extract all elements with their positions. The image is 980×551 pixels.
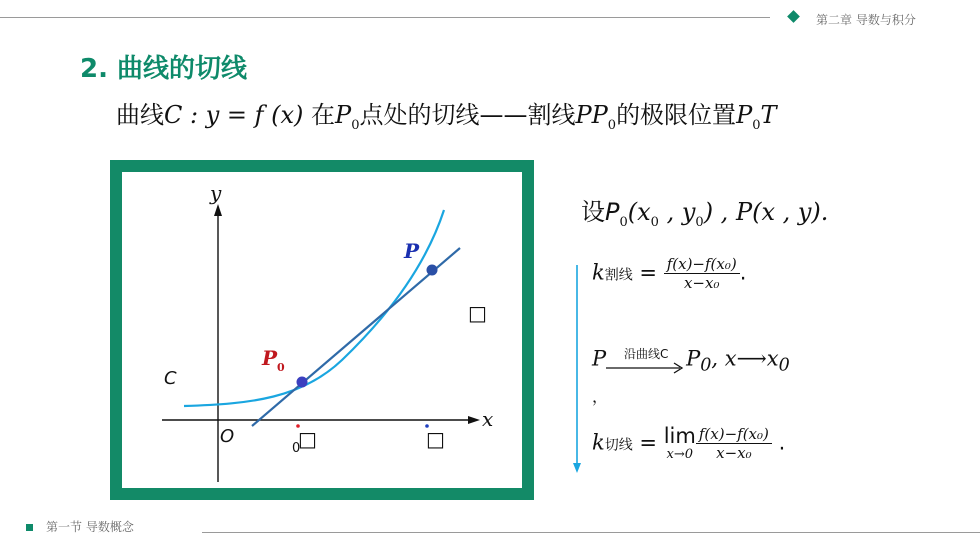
down-arrow-icon — [573, 463, 581, 473]
intro-line — [116, 95, 777, 133]
limit-operator — [664, 425, 696, 462]
lim-word: lim — [663, 424, 696, 448]
placeholder-box-x: □ — [426, 427, 445, 451]
tangent-diagram — [122, 172, 522, 488]
k-tangent-sub: 切线 — [604, 437, 633, 454]
limit-direction-arrow — [572, 265, 582, 475]
figure-frame — [110, 160, 534, 500]
y-axis-arrow-icon — [214, 204, 222, 216]
comma-mark: ， — [592, 387, 609, 406]
intro-pp-sub: 0 — [607, 117, 617, 133]
header-rule — [0, 17, 770, 18]
p-end-sub: 0 — [700, 355, 712, 376]
footer-section-label: 第一节 导数概念 — [46, 520, 134, 534]
setup-coord-mid: , y — [658, 198, 696, 226]
point-p — [427, 265, 438, 276]
secant-numerator: f(x)−f(x₀) — [664, 255, 740, 274]
p-start: P — [592, 346, 607, 371]
diamond-icon — [787, 10, 800, 23]
point-p0 — [297, 377, 308, 388]
setup-line — [581, 192, 828, 230]
tangent-numerator: f(x)−f(x₀) — [696, 425, 772, 444]
lim-subscript: x→0 — [666, 447, 694, 462]
chapter-label: 第二章 导数与积分 — [816, 13, 916, 27]
setup-y0-sub: 0 — [695, 214, 704, 230]
setup-text: 设 — [581, 198, 605, 226]
placeholder-box-side: □ — [468, 301, 487, 325]
x-axis-label: x — [482, 407, 494, 431]
tangent-slope-formula — [592, 425, 785, 462]
intro-text-2: 在 — [303, 101, 336, 129]
limit-process-line — [592, 345, 790, 376]
intro-p0t-p: P — [736, 101, 753, 129]
secant-fraction — [664, 255, 740, 292]
along-curve-label: 沿曲线C — [623, 347, 669, 361]
k-secant-sub: 割线 — [604, 267, 633, 284]
x-limit-sub: 0 — [778, 355, 790, 376]
secant-denominator: x−x₀ — [683, 274, 720, 292]
right-arrow-icon — [606, 362, 686, 374]
period-2: . — [778, 430, 786, 455]
origin-label: O — [220, 426, 235, 447]
p0-label: P — [262, 346, 278, 370]
intro-p0t-t: T — [760, 101, 777, 129]
tangent-fraction — [696, 425, 772, 462]
intro-text-1: 曲线 — [116, 101, 164, 129]
x-limit: , x⟶x — [711, 346, 779, 371]
setup-p0: P — [605, 198, 620, 226]
k-tangent: k — [592, 430, 605, 455]
intro-text-4: 的极限位置 — [616, 101, 737, 129]
figure-canvas — [122, 172, 522, 488]
setup-coord-open: (x — [627, 198, 651, 226]
k-secant: k — [592, 260, 605, 285]
equals-sign-2: = — [639, 430, 658, 455]
equals-sign-1: = — [639, 260, 658, 285]
intro-p: P — [335, 101, 352, 129]
placeholder-box-x0: □ — [298, 427, 317, 451]
y-axis-label: y — [210, 181, 222, 205]
period-1: . — [739, 260, 747, 285]
curve-label: C — [164, 368, 177, 389]
x-axis-arrow-icon — [468, 416, 480, 424]
secant-slope-formula — [592, 255, 746, 292]
secant-line — [252, 248, 460, 426]
tangent-denominator: x−x₀ — [716, 444, 752, 462]
curve-equation: C : y = f (x) — [164, 101, 304, 129]
section-title: 2. 曲线的切线 — [80, 54, 248, 84]
p-end: P — [686, 346, 701, 371]
tick-x0-label: 0 — [292, 441, 301, 456]
p-label: P — [404, 239, 420, 263]
setup-coord-close: ) , P(x , y). — [703, 198, 829, 226]
intro-pp: PP — [575, 101, 608, 129]
footer-bullet-icon — [26, 524, 33, 531]
setup-x0-sub: 0 — [650, 214, 659, 230]
along-curve-arrow — [606, 345, 686, 374]
intro-p-sub: 0 — [351, 117, 360, 133]
intro-p0t-sub: 0 — [752, 117, 761, 133]
setup-p0-sub: 0 — [619, 214, 628, 230]
p0-label-sub: 0 — [277, 361, 285, 374]
footer-rule — [202, 532, 980, 533]
intro-text-3: 点处的切线——割线 — [359, 101, 576, 129]
